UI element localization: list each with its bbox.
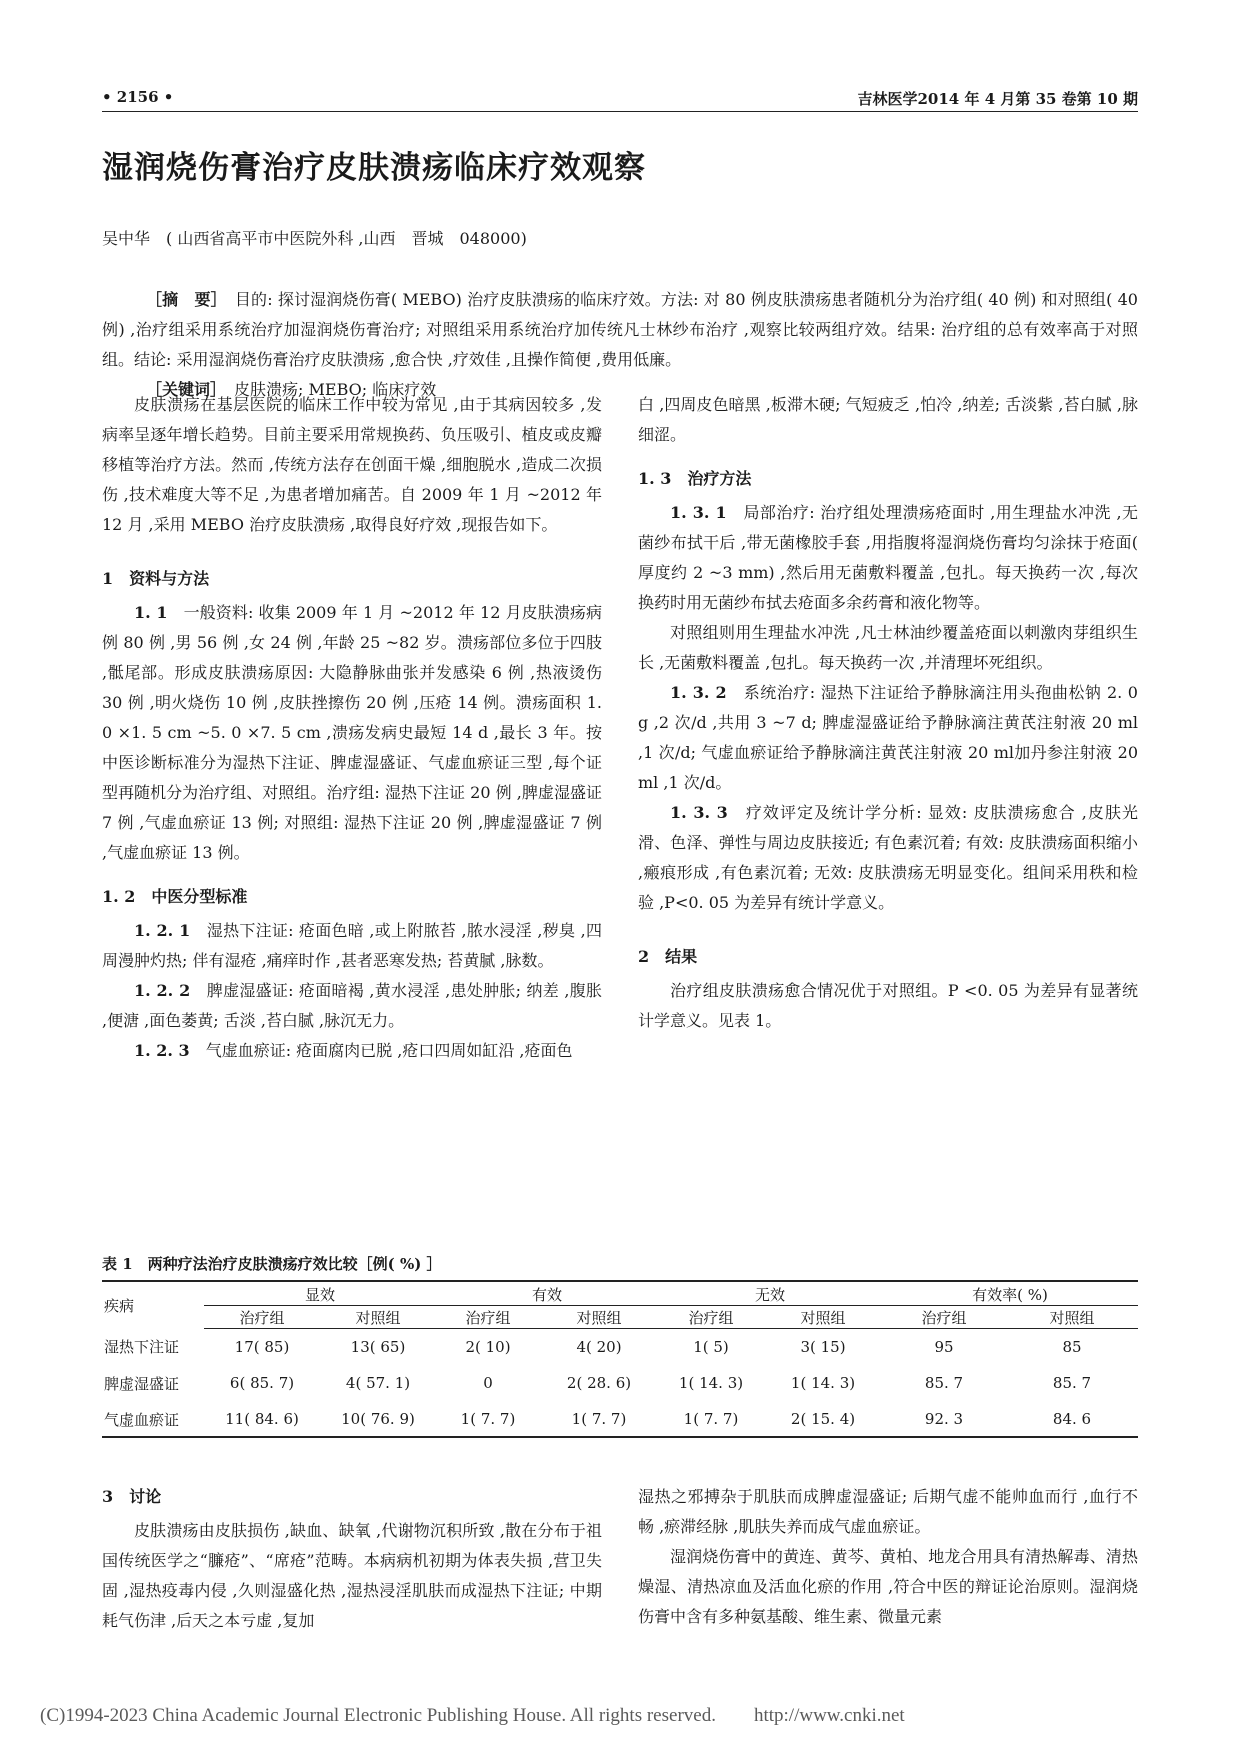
author-line: 吴中华 ( 山西省高平市中医院外科 ,山西 晋城 048000) <box>102 229 527 248</box>
abstract-text: 目的: 探讨湿润烧伤膏( MEBO) 治疗皮肤溃疡的临床疗效。方法: 对 80 例皮肤溃疡患者随机分为治疗组( 40 例) 和对照组( 40 例) ,治疗组采用系统治疗加湿润烧伤膏治疗; 对照组采用系统治疗加传统凡士林纱布治疗 ,观察比较两组疗效。结果: 治疗组的总有效率高于对照组。结论: 采用湿润烧伤膏治疗皮肤溃疡 ,愈合快 ,疗效佳 ,且操作简便 ,费用低廉。 <box>102 290 1138 369</box>
section-3-heading: 3 讨论 <box>102 1487 162 1506</box>
left-column <box>102 390 602 1066</box>
section-1-3-2: 1. 3. 2 系统治疗: 湿热下注证给予静脉滴注用头孢曲松钠 2. 0 g ,2 次/d ,共用 3 ~7 d; 脾虚湿盛证给予静脉滴注黄芪注射液 20 ml ,1 次/d; 气虚血瘀证给予静脉滴注黄芪注射液 20 ml加丹参注射液 20 ml ,1 次/d。 <box>638 683 1138 792</box>
table-cell: 2( 15. 4) <box>790 1410 856 1428</box>
col-header-group: 有效率( %) <box>882 1283 1138 1306</box>
col-header-sub: 治疗组 <box>204 1306 320 1329</box>
table-cell: 6( 85. 7) <box>229 1374 295 1392</box>
table-cell: 1( 7. 7) <box>683 1410 739 1428</box>
discussion-right-column <box>638 1482 1138 1632</box>
section-1-3-1: 1. 3. 1 局部治疗: 治疗组处理溃疡疮面时 ,用生理盐水冲洗 ,无菌纱布拭干后 ,带无菌橡胶手套 ,用指腹将湿润烧伤膏均匀涂抹于疮面( 厚度约 2 ~3 mm) ,然后用无菌敷料覆盖 ,包扎。每天换药一次 ,每次换药时用无菌纱布拭去疮面多余药膏和液化物等。 <box>638 503 1138 612</box>
table-cell: 92. 3 <box>924 1410 964 1428</box>
col-header-sub: 治疗组 <box>658 1306 764 1329</box>
discussion-continued: 湿热之邪搏杂于肌肤而成脾虚湿盛证; 后期气虚不能帅血而行 ,血行不畅 ,瘀滞经脉 ,肌肤失养而成气虚血瘀证。 <box>638 1487 1138 1536</box>
col-header-group: 显效 <box>204 1283 436 1306</box>
table-cell: 11( 84. 6) <box>225 1410 299 1428</box>
col-header-sub: 治疗组 <box>436 1306 540 1329</box>
section-1-2-3: 1. 2. 3 气虚血瘀证: 疮面腐肉已脱 ,疮口四周如缸沿 ,疮面色 <box>134 1041 573 1060</box>
abstract-label: ［摘 要］ <box>146 290 219 309</box>
col-header-group: 无效 <box>658 1283 882 1306</box>
copyright-footer: (C)1994-2023 China Academic Journal Electronic Publishing House. All rights reserved. http://www.cnki.net <box>40 1705 905 1726</box>
table-cell: 1( 7. 7) <box>571 1410 627 1428</box>
table-top-rule <box>102 1280 1138 1282</box>
table-cell: 85 <box>1062 1338 1082 1356</box>
table-cell: 3( 15) <box>800 1338 846 1356</box>
abstract-block <box>102 285 1138 405</box>
page-number: • 2156 • <box>102 88 174 106</box>
table-cell: 湿热下注证 <box>104 1338 180 1357</box>
col-header-sub: 治疗组 <box>882 1306 1006 1329</box>
table-cell: 2( 28. 6) <box>566 1374 632 1392</box>
discussion-paragraph: 皮肤溃疡由皮肤损伤 ,缺血、缺氧 ,代谢物沉积所致 ,散在分布于祖国传统医学之“臁疮”、“席疮”范畴。本病病机初期为体表失损 ,营卫失固 ,湿热疫毒内侵 ,久则湿盛化热 ,湿热浸淫肌肤而成湿热下注证; 中期耗气伤津 ,后天之本亏虚 ,复加 <box>102 1521 602 1630</box>
journal-info: 吉林医学2014 年 4 月第 35 卷第 10 期 <box>857 90 1138 108</box>
keywords-label: ［关键词］ <box>146 380 219 399</box>
table-cell: 85. 7 <box>1052 1374 1092 1392</box>
table-cell: 1( 5) <box>693 1338 729 1356</box>
col-header-group: 有效 <box>436 1283 658 1306</box>
col-header-disease: 疾病 <box>104 1297 135 1316</box>
section-1-2-1: 1. 2. 1 湿热下注证: 疮面色暗 ,或上附脓苔 ,脓水浸淫 ,秽臭 ,四周漫肿灼热; 伴有湿疮 ,痛痒时作 ,甚者恶寒发热; 苔黄腻 ,脉数。 <box>102 921 602 970</box>
table-cell: 84. 6 <box>1052 1410 1092 1428</box>
section-1-heading: 1 资料与方法 <box>102 569 210 588</box>
table-row <box>102 1365 1138 1401</box>
table-bottom-rule <box>102 1436 1138 1438</box>
table-cell: 13( 65) <box>350 1338 406 1356</box>
intro-paragraph: 皮肤溃疡在基层医院的临床工作中较为常见 ,由于其病因较多 ,发病率呈逐年增长趋势。目前主要采用常规换药、负压吸引、植皮或皮瓣移植等治疗方法。然而 ,传统方法存在创面干燥 ,细胞脱水 ,造成二次损伤 ,技术难度大等不足 ,为患者增加痛苦。自 2009 年 1 月 ~2012 年 12 月 ,采用 MEBO 治疗皮肤溃疡 ,取得良好疗效 ,现报告如下。 <box>102 395 602 534</box>
right-column <box>638 390 1138 1036</box>
results-table <box>102 1283 1138 1437</box>
table-cell: 85. 7 <box>924 1374 964 1392</box>
section-1-3-heading: 1. 3 治疗方法 <box>638 469 752 488</box>
results-paragraph: 治疗组皮肤溃疡愈合情况优于对照组。P <0. 05 为差异有显著统计学意义。见表 1。 <box>638 981 1138 1030</box>
table-cell: 2( 10) <box>465 1338 511 1356</box>
abstract-paragraph <box>102 285 1138 375</box>
table-cell: 1( 14. 3) <box>678 1374 744 1392</box>
table-cell: 0 <box>483 1374 493 1392</box>
table-cell: 95 <box>934 1338 954 1356</box>
col-header-sub: 对照组 <box>320 1306 436 1329</box>
table-cell: 4( 20) <box>576 1338 622 1356</box>
header-rule <box>102 111 1138 112</box>
continued-paragraph: 白 ,四周皮色暗黑 ,板滞木硬; 气短疲乏 ,怕冷 ,纳差; 舌淡紫 ,苔白腻 ,脉细涩。 <box>638 395 1138 444</box>
section-1-3-3: 1. 3. 3 疗效评定及统计学分析: 显效: 皮肤溃疡愈合 ,皮肤光滑、色泽、弹性与周边皮肤接近; 有色素沉着; 有效: 皮肤溃疡面积缩小 ,瘢痕形成 ,有色素沉着; 无效: 皮肤溃疡无明显变化。组间采用秩和检验 ,P<0. 05 为差异有统计学意义。 <box>638 803 1138 912</box>
col-header-sub: 对照组 <box>540 1306 658 1329</box>
col-header-sub: 对照组 <box>1006 1306 1138 1329</box>
table-cell: 17( 85) <box>234 1338 290 1356</box>
table-row <box>102 1329 1138 1366</box>
section-1-2-heading: 1. 2 中医分型标准 <box>102 887 248 906</box>
table-caption: 表 1 两种疗法治疗皮肤溃疡疗效比较［例( %) ］ <box>102 1255 442 1273</box>
section-1-1: 1. 1 一般资料: 收集 2009 年 1 月 ~2012 年 12 月皮肤溃疡病例 80 例 ,男 56 例 ,女 24 例 ,年龄 25 ~82 岁。溃疡部位多位于四肢 ,骶尾部。形成皮肤溃疡原因: 大隐静脉曲张并发感染 6 例 ,热液烫伤 30 例 ,明火烧伤 10 例 ,皮肤挫擦伤 20 例 ,压疮 14 例。溃疡面积 1. 0 ×1. 5 cm ~5. 0 ×7. 5 cm ,溃疡发病史最短 14 d ,最长 3 年。按中医诊断标准分为湿热下注证、脾虚湿盛证、气虚血瘀证三型 ,每个证型再随机分为治疗组、对照组。治疗组: 湿热下注证 20 例 ,脾虚湿盛证 7 例 ,气虚血瘀证 13 例; 对照组: 湿热下注证 20 例 ,脾虚湿盛证 7 例 ,气虚血瘀证 13 例。 <box>102 603 602 862</box>
table-cell: 脾虚湿盛证 <box>104 1374 180 1393</box>
keywords-text: 皮肤溃疡; MEBO; 临床疗效 <box>234 380 437 399</box>
section-1-3-1b: 对照组则用生理盐水冲洗 ,凡士林油纱覆盖疮面以刺激肉芽组织生长 ,无菌敷料覆盖 ,包扎。每天换药一次 ,并清理坏死组织。 <box>638 623 1138 672</box>
table-cell: 气虚血瘀证 <box>104 1410 180 1429</box>
article-title: 湿润烧伤膏治疗皮肤溃疡临床疗效观察 <box>102 150 646 186</box>
discussion-paragraph-2: 湿润烧伤膏中的黄连、黄芩、黄柏、地龙合用具有清热解毒、清热燥湿、清热凉血及活血化瘀的作用 ,符合中医的辩证论治原则。湿润烧伤膏中含有多种氨基酸、维生素、微量元素 <box>638 1547 1138 1626</box>
section-1-2-2: 1. 2. 2 脾虚湿盛证: 疮面暗褐 ,黄水浸淫 ,患处肿胀; 纳差 ,腹胀 ,便溏 ,面色萎黄; 舌淡 ,苔白腻 ,脉沉无力。 <box>102 981 602 1030</box>
col-header-sub: 对照组 <box>764 1306 882 1329</box>
table-cell: 4( 57. 1) <box>345 1374 411 1392</box>
table-cell: 10( 76. 9) <box>341 1410 415 1428</box>
table-row <box>102 1401 1138 1437</box>
table-cell: 1( 7. 7) <box>460 1410 516 1428</box>
discussion-left-column <box>102 1482 602 1636</box>
section-2-heading: 2 结果 <box>638 947 698 966</box>
table-cell: 1( 14. 3) <box>790 1374 856 1392</box>
